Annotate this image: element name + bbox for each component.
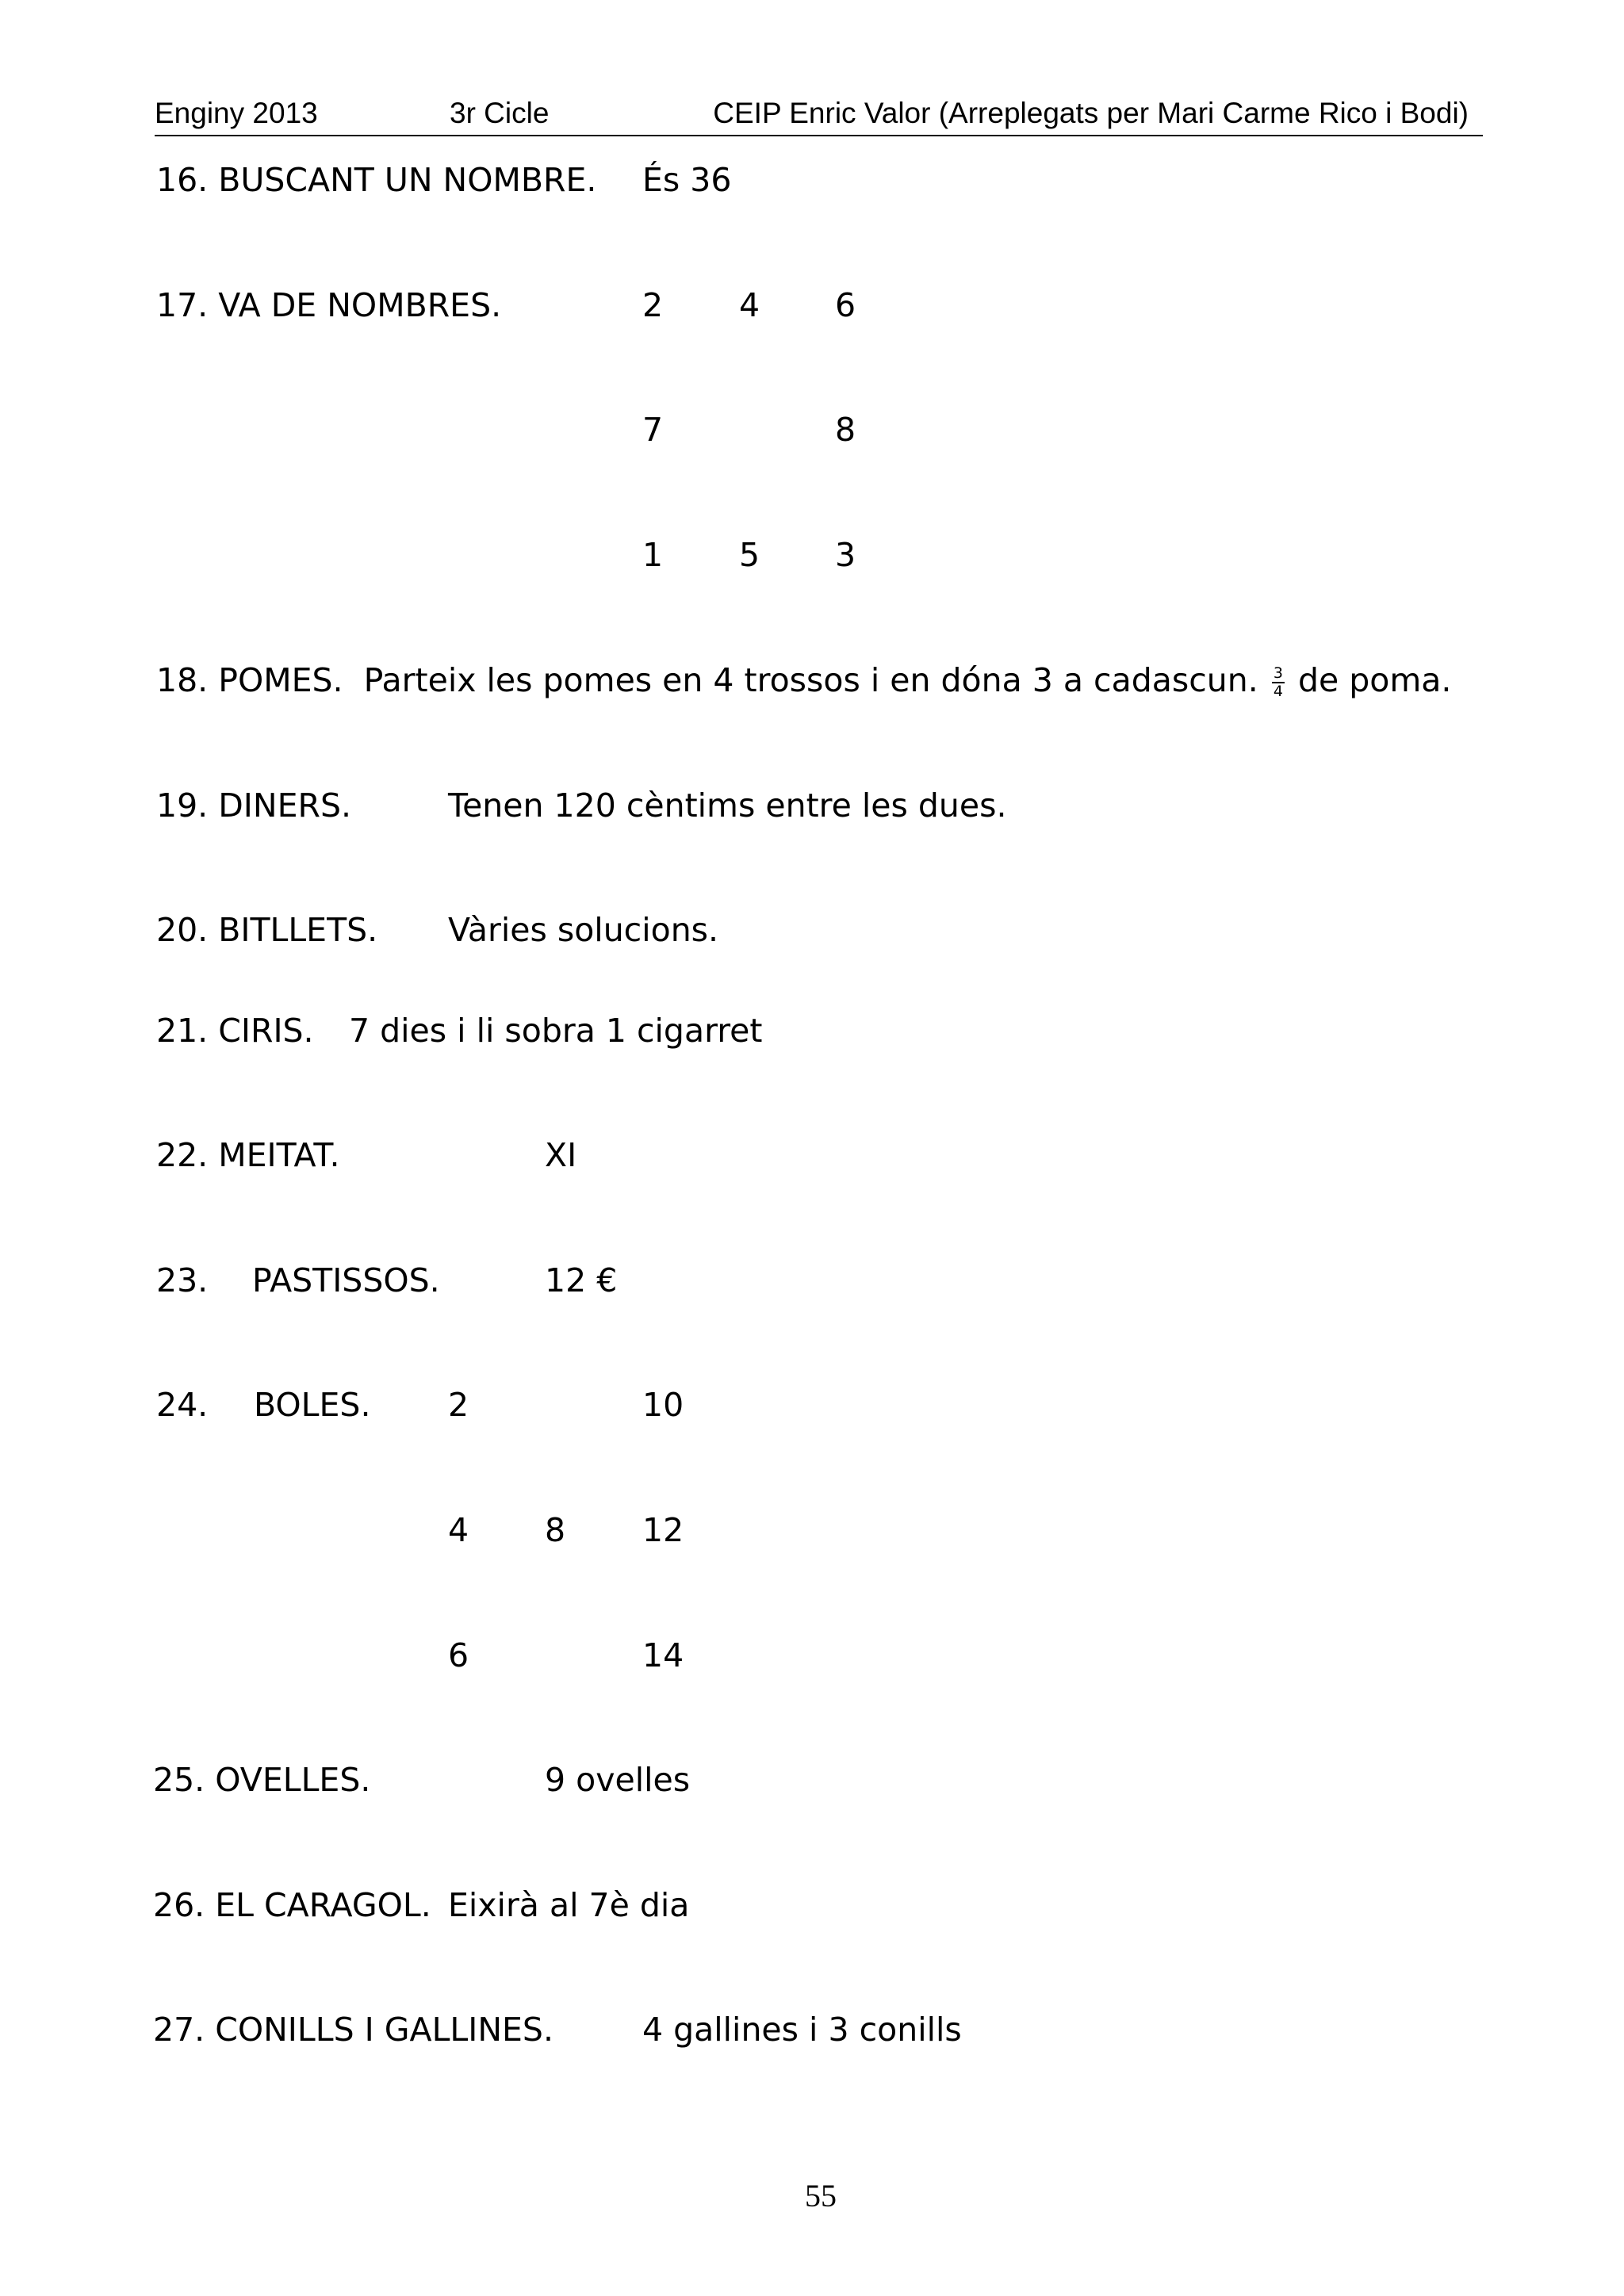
item-24-title: BOLES. bbox=[254, 1386, 371, 1424]
item-25-answer: 9 ovelles bbox=[545, 1761, 691, 1799]
item-23-number: 23. bbox=[156, 1261, 209, 1299]
item-17-cell: 5 bbox=[739, 536, 760, 574]
item-25-title: 25. OVELLES. bbox=[153, 1761, 371, 1799]
item-22-title: 22. MEITAT. bbox=[156, 1136, 340, 1174]
item-17-cell: 4 bbox=[739, 286, 760, 324]
item-19-answer: Tenen 120 cèntims entre les dues. bbox=[448, 786, 1007, 825]
item-24-number: 24. bbox=[156, 1386, 209, 1424]
fraction-denominator: 4 bbox=[1273, 683, 1283, 700]
item-16-title: 16. BUSCANT UN NOMBRE. bbox=[156, 161, 597, 199]
item-24-cell: 2 bbox=[448, 1386, 469, 1424]
item-23-answer: 12 € bbox=[545, 1261, 618, 1299]
item-17-cell: 8 bbox=[835, 411, 856, 449]
header-title: Enginy 2013 bbox=[155, 97, 318, 129]
item-24-cell: 4 bbox=[448, 1511, 469, 1549]
item-21-title: 21. CIRIS. bbox=[156, 1012, 314, 1050]
item-22-answer: XI bbox=[545, 1136, 577, 1174]
item-23-title: PASTISSOS. bbox=[252, 1261, 440, 1299]
item-21-answer: 7 dies i li sobra 1 cigarret bbox=[349, 1012, 763, 1050]
item-17-title: 17. VA DE NOMBRES. bbox=[156, 286, 502, 324]
item-17-cell: 7 bbox=[642, 411, 664, 449]
item-24-cell: 12 bbox=[642, 1511, 684, 1549]
item-17-cell: 3 bbox=[835, 536, 856, 574]
item-17-cell: 2 bbox=[642, 286, 664, 324]
fraction bbox=[1272, 666, 1285, 699]
item-27-answer: 4 gallines i 3 conills bbox=[642, 2011, 962, 2049]
item-19-title: 19. DINERS. bbox=[156, 786, 352, 825]
item-26-answer: Eixirà al 7è dia bbox=[448, 1886, 690, 1924]
item-16-answer: És 36 bbox=[642, 161, 732, 199]
item-20-title: 20. BITLLETS. bbox=[156, 911, 378, 949]
item-26-title: 26. EL CARAGOL. bbox=[153, 1886, 431, 1924]
fraction-numerator: 3 bbox=[1273, 664, 1283, 682]
item-24-cell: 8 bbox=[545, 1511, 566, 1549]
item-24-cell: 14 bbox=[642, 1636, 684, 1674]
item-18-answer-end: de poma. bbox=[1297, 661, 1452, 699]
item-20-answer: Vàries solucions. bbox=[448, 911, 719, 949]
item-18-title: 18. POMES. bbox=[156, 661, 343, 699]
header-cycle: 3r Cicle bbox=[450, 97, 550, 129]
header-school: CEIP Enric Valor (Arreplegats per Mari Carme Rico i Bodi) bbox=[713, 97, 1469, 129]
item-18-answer: Parteix les pomes en 4 trossos i en dóna 3 a cadascun. bbox=[363, 661, 1258, 699]
item-27-title: 27. CONILLS I GALLINES. bbox=[153, 2011, 553, 2049]
page-header bbox=[155, 94, 1483, 136]
page-number: 55 bbox=[805, 2178, 837, 2214]
item-24-cell: 6 bbox=[448, 1636, 469, 1674]
item-17-cell: 6 bbox=[835, 286, 856, 324]
item-17-cell: 1 bbox=[642, 536, 664, 574]
item-24-cell: 10 bbox=[642, 1386, 684, 1424]
item-18-line bbox=[156, 661, 1452, 700]
